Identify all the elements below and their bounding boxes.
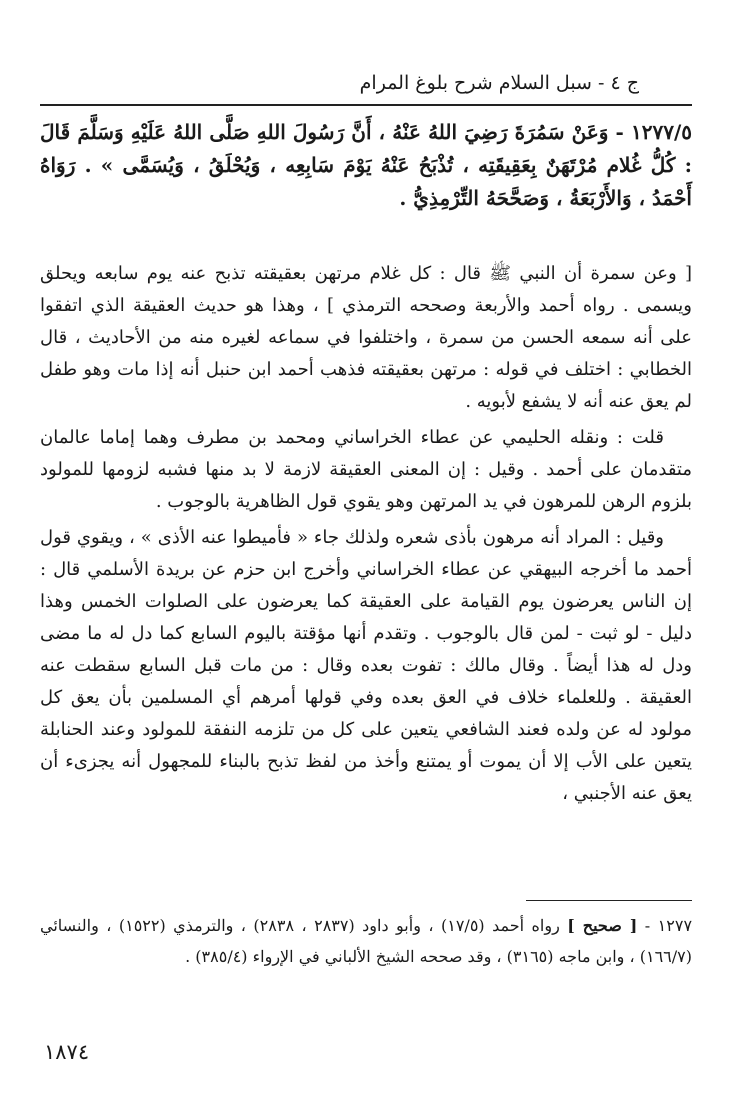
commentary: [40, 258, 692, 814]
footnote-divider: [526, 900, 692, 901]
page-number: ١٨٧٤: [44, 1040, 90, 1064]
hadith-text: [40, 116, 692, 215]
footnote-text: رواه أحمد (١٧/٥) ، وأبو داود (٢٨٣٧ ، ٢٨٣٨) ، والترمذي (١٥٢٢) ، والنسائي (١٦٦/٧) ، وابن ماجه (٣١٦٥) ، وقد صححه الشيخ الألباني في الإرواء (٣٨٥/٤) .: [40, 916, 692, 966]
hadith-paragraph: ١٢٧٧/٥ - وَعَنْ سَمُرَةَ رَضِيَ اللهُ عَنْهُ ، أَنَّ رَسُولَ اللهِ صَلَّى اللهُ عَلَيْهِ وَسَلَّمَ قَالَ : كُلُّ غُلام مُرْتَهَنٌ بِعَقِيقَتِه ، تُذْبَحُ عَنْهُ يَوْمَ سَابِعِه ، وَيُحْلَقُ ، وَيُسَمَّى » . رَوَاهُ أَحْمَدُ ، وَالأَرْبَعَةُ ، وَصَحَّحَهُ التِّرْمِذِيُّ .: [40, 120, 692, 210]
running-header: [40, 72, 639, 94]
footnote: [40, 910, 692, 972]
footnote-grade: [ صحيح ]: [567, 916, 638, 935]
header-title: ج ٤ - سبل السلام شرح بلوغ المرام: [359, 72, 639, 94]
commentary-paragraph-2: قلت : ونقله الحليمي عن عطاء الخراساني ومحمد بن مطرف وهما إماما عالمان متقدمان على أحمد . وقيل : إن المعنى العقيقة لازمة لا بد منها فشبه لزومها للمولود بلزوم الرهن للمرهون في يد المرتهن وهو يقوي قول الظاهرية بالوجوب .: [40, 427, 692, 512]
header-divider: [40, 104, 692, 106]
commentary-paragraph-3: وقيل : المراد أنه مرهون بأذى شعره ولذلك جاء « فأميطوا عنه الأذى » ، ويقوي قول أحمد ما أخرجه البيهقي عن عطاء الخراساني وأخرج ابن حزم عن بريدة الأسلمي قال : إن الناس يعرضون يوم القيامة على العقيقة كما يعرضون على الصلوات الخمس وهذا دليل - لو ثبت - لمن قال بالوجوب . وتقدم أنها مؤقتة باليوم السابع كما دل له ما مضى ودل له هذا أيضاً . وقال مالك : تفوت بعده وقال : من مات قبل السابع سقطت عنه العقيقة . وللعلماء خلاف في العق بعده وفي قولها أمرهم أي المسلمين بأن يعق كل مولود له عن ولده فعند الشافعي يتعين على كل من تلزمه النفقة للمولود وعند الحنابلة يتعين على الأب إلا أن يموت أو يمتنع وأخذ من لفظ تذبح بالبناء للمجهول أنه يجزىء أن يعق عنه الأجنبي ،: [40, 527, 692, 804]
commentary-paragraph-1: [ وعن سمرة أن النبي ﷺ قال : كل غلام مرتهن بعقيقته تذبح عنه يوم سابعه ويحلق ويسمى . رواه أحمد والأربعة وصححه الترمذي ] ، وهذا هو حديث العقيقة الذي اتفقوا على أنه سمعه الحسن من سمرة ، واختلفوا في سماعه لغيره منه من الأحاديث ، قال الخطابي : اختلف في قوله : مرتهن بعقيقته فذهب أحمد ابن حنبل أنه إذا مات وهو طفل لم يعق عنه أنه لا يشفع لأبويه .: [40, 263, 692, 412]
footnote-number: ١٢٧٧ -: [644, 916, 693, 935]
